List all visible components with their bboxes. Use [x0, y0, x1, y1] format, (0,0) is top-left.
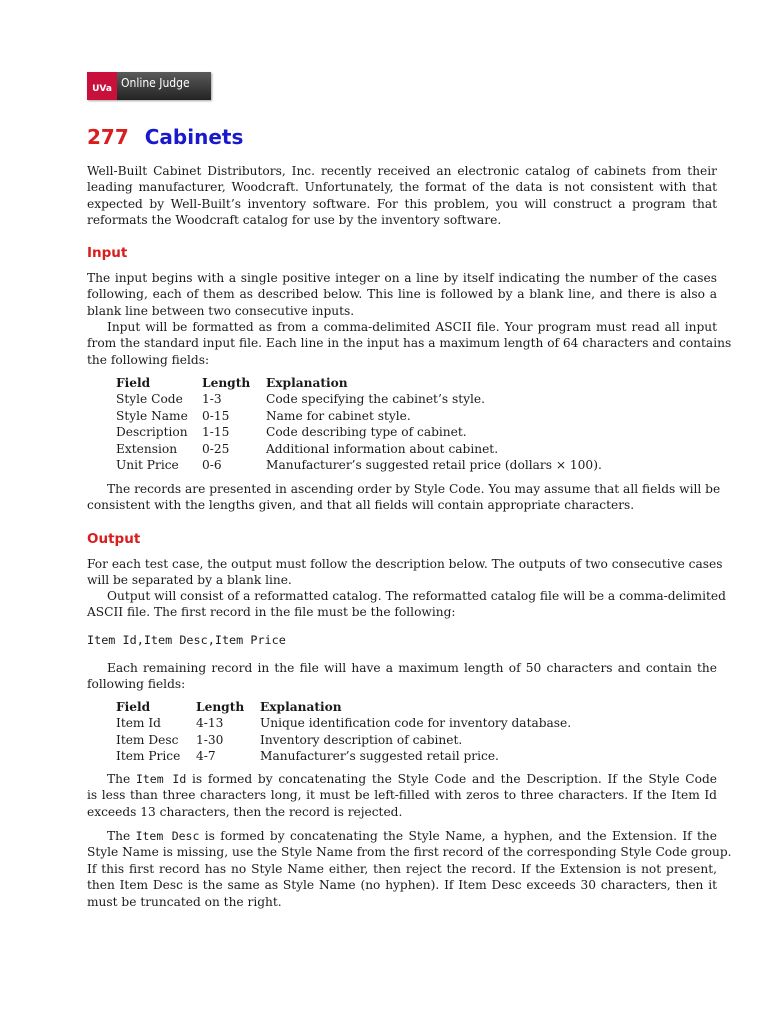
problem-number: 277 [87, 125, 129, 149]
first-record-code: Item Id,Item Desc,Item Price [87, 633, 286, 647]
table-header-row [116, 375, 614, 391]
header-explanation: Explanation [266, 376, 348, 390]
header-explanation: Explanation [260, 700, 342, 714]
text-line: leading manufacturer, Woodcraft. Unfortunately, the format of the data is not consistent with that [87, 180, 717, 195]
cell-field: Description [116, 425, 188, 440]
cell-length: 0-15 [202, 408, 230, 423]
text-fragment: is formed by concatenating the Style Code and the Description. If the Style Code [186, 772, 717, 786]
text-line: the following fields: [87, 352, 210, 367]
header-length: Length [196, 700, 245, 714]
text-line: blank line between two consecutive inputs. [87, 303, 355, 318]
header-length: Length [202, 376, 251, 390]
intro-paragraph [87, 163, 717, 229]
header-field: Field [116, 700, 151, 714]
cell-field: Item Id [116, 716, 161, 731]
text-line: The records are presented in ascending order by Style Code. You may assume that all fields will be [107, 482, 721, 496]
cell-explanation: Name for cabinet style. [266, 408, 411, 423]
text-line: from the standard input file. Each line in the input has a maximum length of 64 characters and contains [87, 336, 732, 351]
cell-length: 1-15 [202, 425, 230, 440]
text-line: The input begins with a single positive integer on a line by itself indicating the number of the cases [87, 271, 717, 285]
cell-explanation: Manufacturer’s suggested retail price. [260, 749, 499, 764]
table-row [116, 441, 614, 457]
text-line [87, 771, 717, 787]
input-fields-table [116, 375, 614, 473]
output-heading: Output [87, 531, 141, 547]
cell-length: 0-25 [202, 441, 230, 456]
text-line: ASCII file. The first record in the file must be the following: [87, 605, 456, 620]
online-judge-logo [87, 72, 211, 100]
cell-length: 0-6 [202, 458, 222, 473]
text-fragment: The [107, 829, 136, 843]
text-line: following, each of them as described below. This line is followed by a blank line, and there is also a [87, 287, 717, 302]
input-heading: Input [87, 245, 128, 261]
item-id-paragraph [87, 771, 717, 820]
inline-code: Item Id [135, 772, 187, 786]
cell-field: Style Name [116, 408, 188, 423]
text-line: Each remaining record in the file will have a maximum length of 50 characters and contain the [107, 661, 717, 675]
problem-title [87, 125, 243, 149]
problem-name: Cabinets [144, 125, 244, 149]
text-line: reformats the Woodcraft catalog for use by the inventory software. [87, 213, 502, 228]
output-fields-table [116, 699, 583, 765]
text-line: For each test case, the output must follow the description below. The outputs of two consecutive cases [87, 557, 723, 571]
table-row [116, 748, 583, 764]
text-fragment: is formed by concatenating the Style Name, a hyphen, and the Extension. If the [199, 829, 717, 843]
cell-length: 4-7 [196, 749, 216, 764]
cell-length: 4-13 [196, 716, 224, 731]
cell-field: Item Desc [116, 732, 179, 747]
input-paragraph-3 [87, 481, 721, 514]
header-field: Field [116, 376, 151, 390]
output-paragraph-2 [87, 588, 726, 621]
text-line: then Item Desc is the same as Style Name (no hyphen). If Item Desc exceeds 30 characters, then it [87, 878, 717, 893]
text-line [87, 828, 717, 844]
cell-explanation: Inventory description of cabinet. [260, 732, 463, 747]
text-line: Output will consist of a reformatted catalog. The reformatted catalog file will be a comma-delimited [107, 589, 726, 603]
output-paragraph-3 [87, 660, 717, 693]
text-line: following fields: [87, 677, 186, 692]
table-row [116, 391, 614, 407]
uva-badge: UVa [87, 72, 117, 100]
cell-field: Unit Price [116, 458, 179, 473]
cell-explanation: Code specifying the cabinet’s style. [266, 392, 485, 407]
table-row [116, 715, 583, 731]
cell-explanation: Manufacturer’s suggested retail price (dollars × 100). [266, 458, 602, 473]
inline-code: Item Desc [135, 829, 200, 843]
text-line: Input will be formatted as from a comma-delimited ASCII file. Your program must read all input [107, 320, 717, 334]
cell-field: Style Code [116, 392, 183, 407]
input-paragraph-1 [87, 270, 717, 319]
cell-explanation: Unique identification code for inventory database. [260, 716, 572, 731]
cell-length: 1-30 [196, 732, 224, 747]
table-header-row [116, 699, 583, 715]
item-desc-paragraph [87, 828, 732, 910]
output-paragraph-1 [87, 556, 723, 589]
text-line: consistent with the lengths given, and that all fields will contain appropriate characters. [87, 498, 635, 513]
text-line: will be separated by a blank line. [87, 573, 292, 588]
table-row [116, 732, 583, 748]
cell-explanation: Code describing type of cabinet. [266, 425, 467, 440]
text-line: Style Name is missing, use the Style Name from the first record of the corresponding Style Code group. [87, 845, 732, 860]
text-line: exceeds 13 characters, then the record is rejected. [87, 804, 403, 819]
cell-length: 1-3 [202, 392, 222, 407]
text-line: must be truncated on the right. [87, 894, 282, 909]
text-line: Well-Built Cabinet Distributors, Inc. recently received an electronic catalog of cabinets from their [87, 164, 717, 178]
cell-field: Item Price [116, 749, 181, 764]
text-line: If this first record has no Style Name either, then reject the record. If the Extension is not present, [87, 861, 717, 876]
table-row [116, 457, 614, 473]
text-fragment: The [107, 772, 136, 786]
logo-text: Online Judge [117, 72, 211, 100]
text-line: is less than three characters long, it must be left-filled with zeros to three characters. If the Item Id [87, 788, 717, 803]
text-line: expected by Well-Built’s inventory software. For this problem, you will construct a program that [87, 196, 717, 211]
table-row [116, 424, 614, 440]
cell-explanation: Additional information about cabinet. [266, 441, 499, 456]
input-paragraph-2 [87, 319, 732, 368]
table-row [116, 408, 614, 424]
cell-field: Extension [116, 441, 178, 456]
